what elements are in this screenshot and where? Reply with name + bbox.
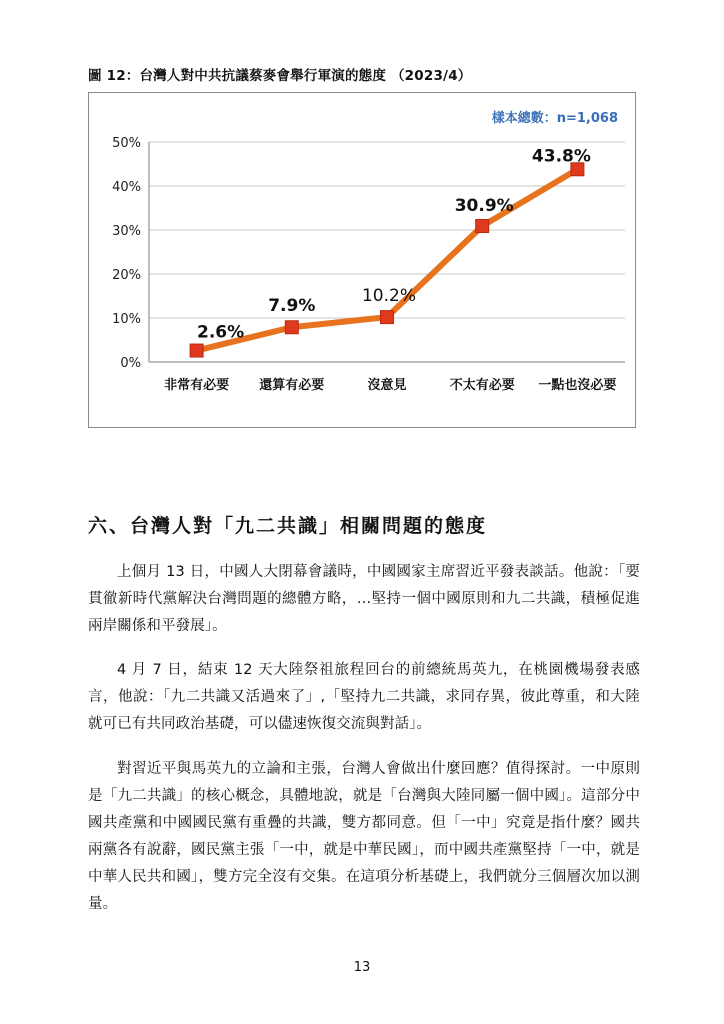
data-label: 43.8%: [531, 146, 591, 167]
data-point-marker: [285, 321, 298, 334]
figure-caption: 圖 12：台灣人對中共抗議蔡麥會舉行軍演的態度 （2023/4）: [88, 68, 472, 84]
paragraph-3: 對習近平與馬英九的立論和主張，台灣人會做出什麼回應？值得探討。一中原則是「九二共識」的核心概念，具體地說，就是「台灣與大陸同屬一個中國」。這部分中國共產黨和中國國民黨有重疊的共識，雙方都同意。但「一中」究竟是指什麼？國共兩黨各有說辭，國民黨主張「一中，就是中華民國」，而中國共產黨堅持「一中，就是中華人民共和國」，雙方完全沒有交集。在這項分析基礎上，我們就分三個層次加以測量。: [88, 761, 640, 912]
data-point-marker: [476, 220, 489, 233]
y-tick-label: 50%: [112, 136, 141, 151]
sample-size-note: 樣本總數：n=1,068: [491, 111, 618, 126]
paragraph-1: 上個月 13 日，中國人大閉幕會議時，中國國家主席習近平發表談話。他說：「要貫徹新時代黨解決台灣問題的總體方略，…堅持一個中國原則和九二共識，積極促進兩岸關係和平發展」。: [88, 564, 640, 634]
data-label: 30.9%: [454, 196, 514, 217]
y-tick-label: 40%: [112, 180, 141, 195]
x-tick-label: 非常有必要: [164, 378, 230, 393]
y-tick-label: 0%: [120, 356, 141, 371]
section-heading: 六、台灣人對「九二共識」相關問題的態度: [88, 515, 488, 537]
data-point-marker: [190, 344, 203, 357]
data-label: 10.2%: [361, 286, 417, 307]
y-tick-label: 10%: [112, 312, 141, 327]
line-chart: [88, 92, 636, 428]
x-tick-label: 不太有必要: [449, 378, 515, 393]
data-point-marker: [381, 311, 394, 324]
x-tick-label: 還算有必要: [259, 378, 325, 393]
page-number: 13: [353, 960, 371, 975]
y-tick-label: 30%: [112, 224, 141, 239]
chart-canvas: [89, 93, 635, 427]
paragraph-2: 4 月 7 日，結束 12 天大陸祭祖旅程回台的前總統馬英九，在桃園機場發表感言，他說：「九二共識又活過來了」,「堅持九二共識，求同存異，彼此尊重，和大陸就可已有共同政治基礎，可以儘速恢復交流與對話」。: [88, 662, 640, 732]
y-tick-label: 20%: [112, 268, 141, 283]
data-label: 2.6%: [197, 322, 245, 343]
x-tick-label: 一點也沒必要: [538, 378, 617, 393]
x-tick-label: 沒意見: [367, 378, 407, 393]
data-label: 7.9%: [268, 296, 316, 317]
